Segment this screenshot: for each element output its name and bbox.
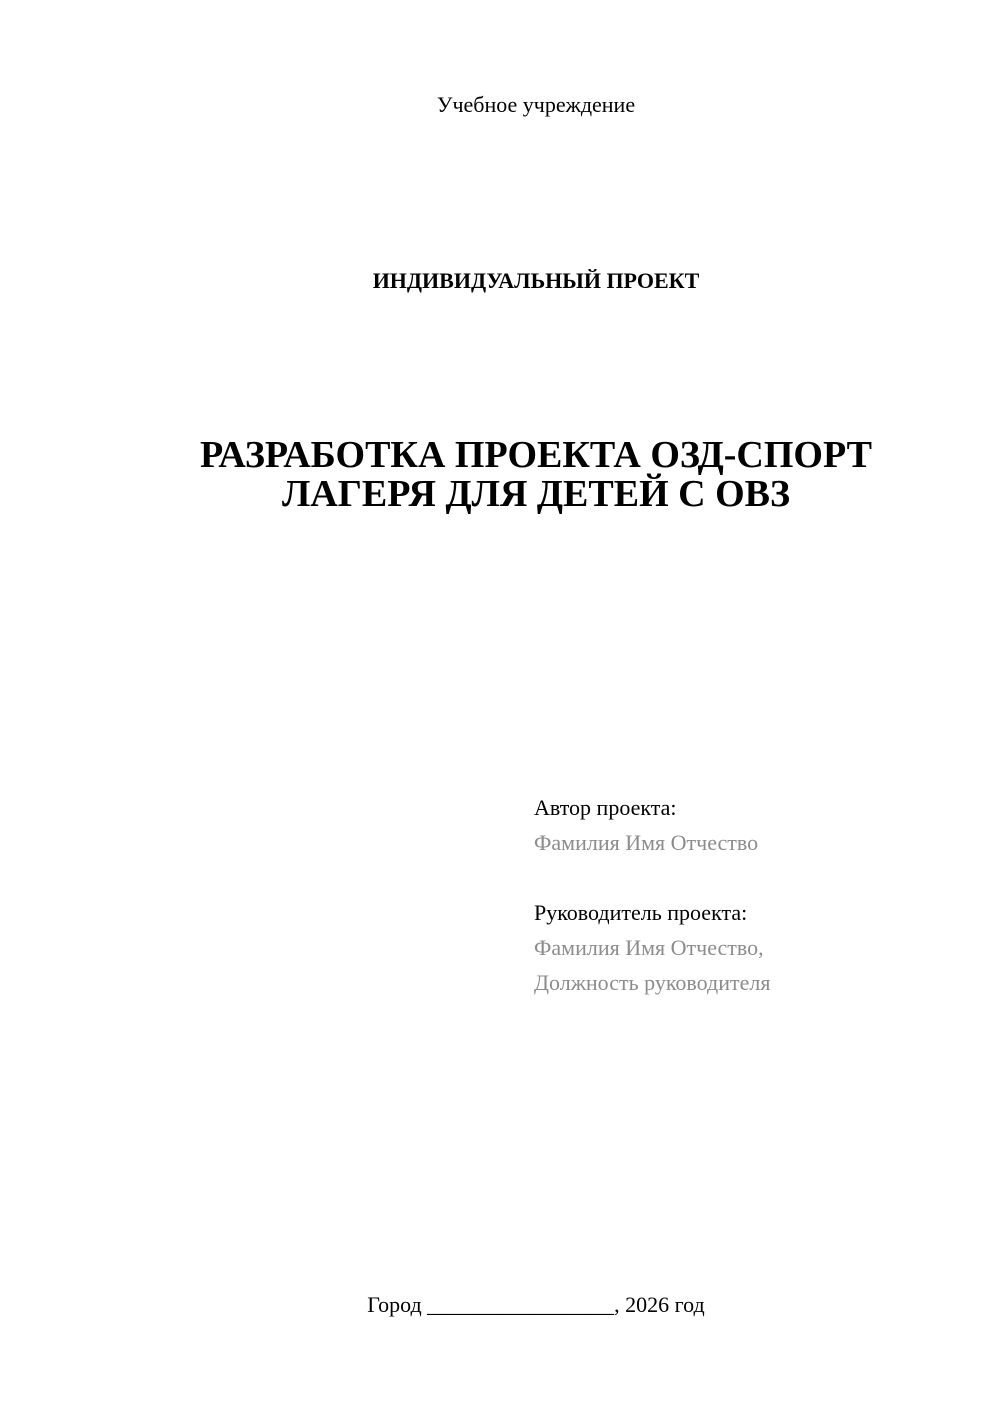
- project-title-line-1: РАЗРАБОТКА ПРОЕКТА ОЗД-СПОРТ: [199, 434, 873, 476]
- project-title: [0, 436, 1000, 514]
- supervisor-name: Фамилия Имя Отчество,: [534, 935, 764, 960]
- author-label: Автор проекта:: [534, 795, 677, 820]
- project-title-line-2: ЛАГЕРЯ ДЛЯ ДЕТЕЙ С ОВЗ: [281, 473, 791, 515]
- supervisor-position: Должность руководителя: [534, 970, 771, 995]
- institution-name: Учебное учреждение: [436, 92, 636, 117]
- supervisor-label: Руководитель проекта:: [534, 900, 748, 925]
- author-name: Фамилия Имя Отчество: [534, 830, 759, 855]
- document-type: ИНДИВИДУАЛЬНЫЙ ПРОЕКТ: [372, 268, 700, 293]
- author-info-block: [534, 790, 770, 1000]
- city-year-line: Город _________________, 2026 год: [367, 1292, 705, 1317]
- info-spacer: [534, 860, 770, 895]
